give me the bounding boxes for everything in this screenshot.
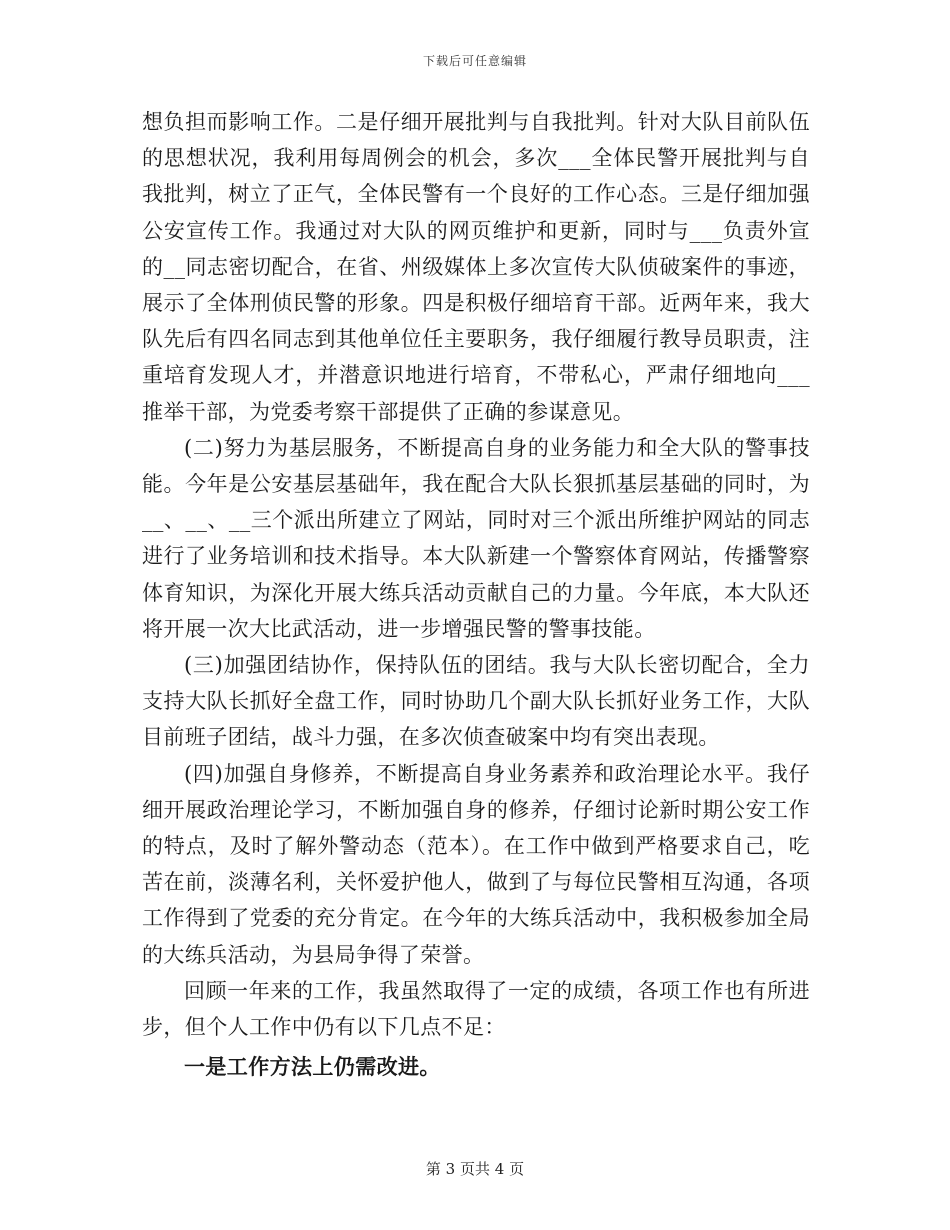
paragraph-section-4: (四)加强自身修养，不断提高自身业务素养和政治理论水平。我仔细开展政治理论学习，不断加强自身的修养，仔细讨论新时期公安工作的特点，及时了解外警动态（范本）。在工作中做到严格要求自己，吃苦在前，淡薄名利，关怀爱护他人，做到了与每位民警相互沟通，各项工作得到了党委的充分肯定。在今年的大练兵活动中，我积极参加全局的大练兵活动，为县局争得了荣誉。 bbox=[142, 761, 810, 967]
document-body bbox=[142, 104, 810, 1085]
page-number: 第 3 页共 4 页 bbox=[425, 1160, 525, 1178]
paragraph-section-3: (三)加强团结协作，保持队伍的团结。我与大队长密切配合，全力支持大队长抓好全盘工作，同时协助几个副大队长抓好业务工作，大队目前班子团结，战斗力强，在多次侦查破案中均有突出表现。 bbox=[142, 653, 810, 750]
paragraph-continuation: 想负担而影响工作。二是仔细开展批判与自我批判。针对大队目前队伍的思想状况，我利用每周例会的机会，多次___全体民警开展批判与自我批判，树立了正气，全体民警有一个良好的工作心态。三是仔细加强公安宣传工作。我通过对大队的网页维护和更新，同时与___负责外宣的__同志密切配合，在省、州级媒体上多次宣传大队侦破案件的事迹，展示了全体刑侦民警的形象。四是积极仔细培育干部。近两年来，我大队先后有四名同志到其他单位任主要职务，我仔细履行教导员职责，注重培育发现人才，并潜意识地进行培育，不带私心，严肃仔细地向___推举干部，为党委考察干部提供了正确的参谋意见。 bbox=[142, 110, 810, 424]
paragraph-review: 回顾一年来的工作，我虽然取得了一定的成绩，各项工作也有所进步，但个人工作中仍有以下几点不足： bbox=[142, 978, 810, 1040]
page-header-note: 下载后可任意编辑 bbox=[422, 54, 527, 68]
paragraph-heading-shortcoming-1: 一是工作方法上仍需改进。 bbox=[184, 1054, 441, 1080]
paragraph-section-2: (二)努力为基层服务，不断提高自身的业务能力和全大队的警事技能。今年是公安基层基础年，我在配合大队长狠抓基层基础的同时，为__、__、__三个派出所建立了网站，同时对三个派出所维护网站的同志进行了业务培训和技术指导。本大队新建一个警察体育网站，传播警察体育知识，为深化开展大练兵活动贡献自己的力量。今年底，本大队还将开展一次大比武活动，进一步增强民警的警事技能。 bbox=[142, 435, 810, 641]
